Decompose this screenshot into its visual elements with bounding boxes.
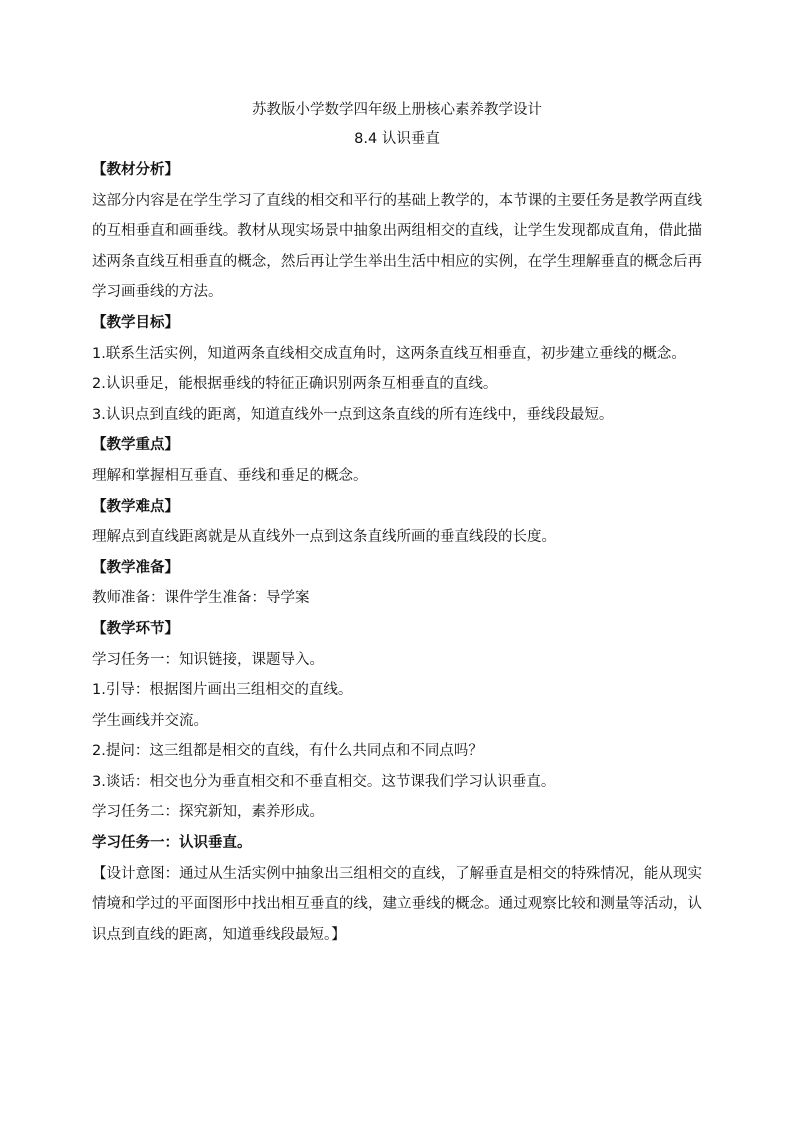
task-one-bold: 学习任务一：认识垂直。 — [92, 835, 252, 852]
goals-heading: 【教学目标】 — [92, 314, 179, 331]
analysis-body: 这部分内容是在学生学习了直线的相交和平行的基础上教学的，本节课的主要任务是教学两直线的互相垂直和画垂线。教材从现实场景中抽象出两组相交的直线，让学生发现都成直角，借此描述两条直线互相垂直的概念，然后再让学生举出生活中相应的实例，在学生理解垂直的概念后再学习画垂线的方法。 — [92, 192, 702, 301]
key-points-heading: 【教学重点】 — [92, 437, 179, 454]
document-subtitle: 8.4 认识垂直 — [354, 131, 440, 147]
analysis-heading: 【教材分析】 — [92, 162, 179, 178]
process-line-3: 学生画线并交流。 — [92, 712, 208, 729]
preparation-heading: 【教学准备】 — [92, 559, 179, 576]
goal-item-2: 2.认识垂足，能根据垂线的特征正确识别两条互相垂直的直线。 — [92, 376, 498, 393]
design-intent: 【设计意图：通过从生活实例中抽象出三组相交的直线，了解垂直是相交的特殊情况，能从现实情境和学过的平面图形中找出相互垂直的线，建立垂线的概念。通过观察比较和测量等活动，认识点到直线的距离，知道垂线段最短。】 — [92, 865, 702, 943]
process-line-1: 学习任务一：知识链接，课题导入。 — [92, 651, 324, 668]
difficulties-body: 理解点到直线距离就是从直线外一点到这条直线所画的垂直线段的长度。 — [92, 529, 556, 546]
process-line-5: 3.谈话：相交也分为垂直相交和不垂直相交。这节课我们学习认识垂直。 — [92, 773, 556, 790]
goal-item-3: 3.认识点到直线的距离，知道直线外一点到这条直线的所有连线中，垂线段最短。 — [92, 406, 614, 423]
preparation-body: 教师准备：课件学生准备：导学案 — [92, 590, 310, 607]
key-points-body: 理解和掌握相互垂直、垂线和垂足的概念。 — [92, 467, 368, 484]
goal-item-1: 1.联系生活实例，知道两条直线相交成直角时，这两条直线互相垂直，初步建立垂线的概念。 — [92, 345, 686, 362]
process-heading: 【教学环节】 — [92, 620, 179, 637]
document-page — [92, 96, 702, 950]
difficulties-heading: 【教学难点】 — [92, 498, 179, 515]
process-line-6: 学习任务二：探究新知，素养形成。 — [92, 804, 324, 821]
document-title: 苏教版小学数学四年级上册核心素养教学设计 — [252, 102, 542, 118]
process-line-4: 2.提问：这三组都是相交的直线，有什么共同点和不同点吗？ — [92, 743, 483, 760]
process-line-2: 1.引导：根据图片画出三组相交的直线。 — [92, 682, 353, 699]
